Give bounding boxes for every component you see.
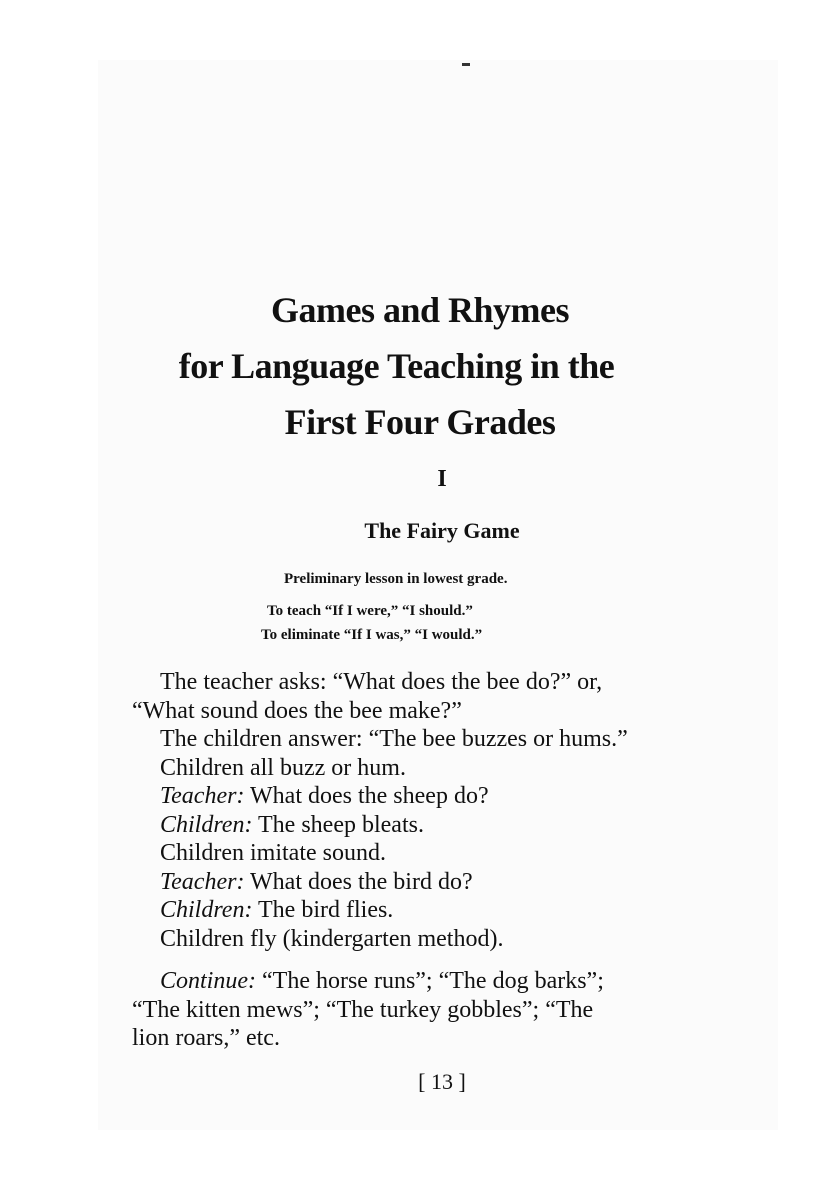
children-label: Children: [160, 897, 253, 923]
body-line: “The kitten mews”; “The turkey gobbles”; “The [132, 996, 594, 1023]
lesson-note-3: To eliminate “If I was,” “I would.” [261, 627, 483, 643]
teacher-question: What does the bird do? [250, 868, 473, 895]
dialogue-line [132, 782, 762, 811]
print-speck [462, 63, 470, 66]
body-line: “What sound does the bee make?” [132, 697, 462, 724]
paragraph-gap [132, 953, 762, 967]
body-line: lion roars,” etc. [132, 1025, 280, 1051]
children-answer: The bird flies. [258, 897, 394, 923]
lesson-note-2: To teach “If I were,” “I should.” [267, 603, 473, 619]
book-title [0, 282, 840, 450]
page-number: [ 13 ] [418, 1069, 466, 1094]
children-answer: The sheep bleats. [258, 811, 424, 838]
body-line: The teacher asks: “What does the bee do?” or, [160, 669, 603, 695]
body-line: The children answer: “The bee buzzes or hums.” [160, 726, 628, 752]
teacher-label: Teacher: [160, 783, 245, 809]
children-label: Children: [160, 811, 253, 838]
title-line-2: for Language Teaching in the [178, 346, 615, 386]
body-line: Children all buzz or hum. [160, 754, 406, 781]
continue-text: “The horse runs”; “The dog barks”; [262, 968, 604, 994]
body-line: Children fly (kindergarten method). [160, 925, 504, 952]
teacher-label: Teacher: [160, 868, 245, 895]
dialogue-line [132, 896, 762, 925]
dialogue-line [132, 868, 762, 897]
title-line-3: First Four Grades [284, 402, 556, 442]
lesson-note-1: Preliminary lesson in lowest grade. [284, 571, 508, 587]
continue-label: Continue: [160, 968, 256, 994]
body-line: Children imitate sound. [160, 840, 386, 866]
section-title: The Fairy Game [364, 518, 520, 543]
teacher-question: What does the sheep do? [250, 783, 489, 809]
section-number: I [437, 466, 447, 492]
dialogue-line [132, 811, 762, 840]
title-line-1: Games and Rhymes [270, 290, 570, 330]
lesson-body [132, 668, 762, 1053]
continue-line [132, 967, 762, 996]
